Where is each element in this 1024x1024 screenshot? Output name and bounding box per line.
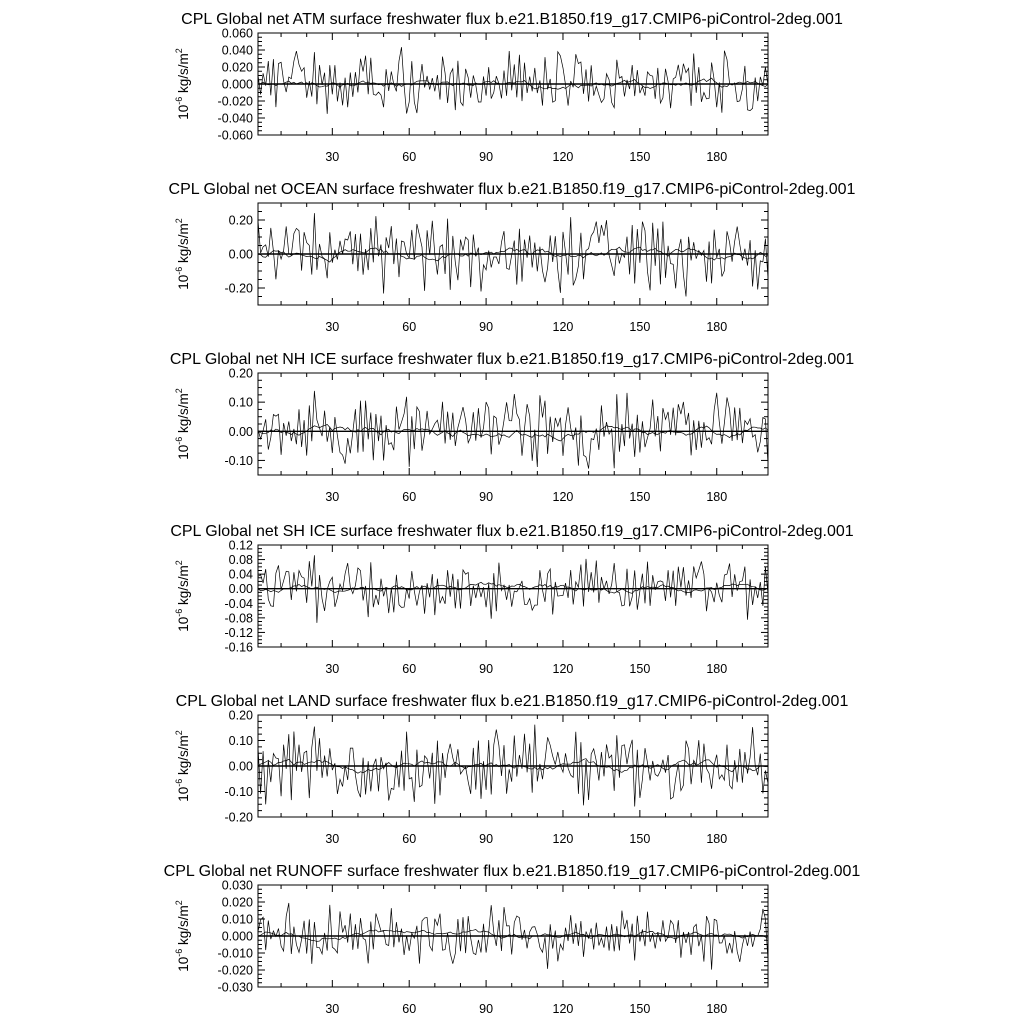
y-tick-label: -0.020 <box>217 94 253 109</box>
x-tick-label: 30 <box>325 490 340 504</box>
y-tick-label: -0.030 <box>217 980 253 995</box>
chart-panel <box>0 510 1024 680</box>
y-axis-label: $10^{-6}$ $kg/s/m^2$ <box>174 900 191 972</box>
chart-panel <box>0 340 1024 510</box>
x-tick-label: 60 <box>402 1002 417 1016</box>
series-line-smooth <box>258 582 768 593</box>
y-tick-label: -0.20 <box>224 281 253 296</box>
x-tick-label: 180 <box>706 832 728 846</box>
x-tick-label: 30 <box>325 662 340 676</box>
y-tick-label: 0.10 <box>228 734 253 748</box>
x-tick-label: 30 <box>325 1002 340 1016</box>
chart-svg <box>0 510 1024 680</box>
y-tick-label: -0.010 <box>217 946 253 961</box>
x-tick-label: 60 <box>402 832 417 846</box>
y-tick-label: -0.08 <box>224 611 253 626</box>
x-tick-label: 120 <box>552 662 574 676</box>
x-tick-label: 150 <box>629 320 651 334</box>
x-tick-label: 150 <box>629 150 651 164</box>
chart-title: CPL Global net NH ICE surface freshwater flux b.e21.B1850.f19_g17.CMIP6-piControl-2deg.001 <box>169 351 855 368</box>
y-tick-label: -0.12 <box>224 625 253 640</box>
x-tick-label: 150 <box>629 662 651 676</box>
x-tick-label: 90 <box>479 662 494 676</box>
series-line <box>258 47 768 114</box>
x-tick-label: 60 <box>402 150 417 164</box>
y-tick-label: 0.12 <box>228 538 253 553</box>
x-tick-label: 150 <box>629 832 651 846</box>
y-tick-label: 0.00 <box>228 247 253 262</box>
x-tick-label: 180 <box>706 662 728 676</box>
x-tick-label: 120 <box>552 1002 574 1016</box>
y-tick-label: 0.00 <box>228 759 253 774</box>
y-tick-label: 0.010 <box>221 912 253 927</box>
y-tick-label: -0.060 <box>217 128 253 143</box>
y-tick-label: 0.040 <box>221 43 253 58</box>
y-tick-label: 0.10 <box>228 395 253 410</box>
y-tick-label: -0.10 <box>224 453 253 468</box>
chart-svg <box>0 340 1024 510</box>
y-axis-label: $10^{-6}$ $kg/s/m^2$ <box>174 48 191 120</box>
chart-svg <box>0 850 1024 1020</box>
x-tick-label: 60 <box>402 320 417 334</box>
x-tick-label: 90 <box>479 832 494 846</box>
chart-title: CPL Global net ATM surface freshwater flux b.e21.B1850.f19_g17.CMIP6-piControl-2deg.001 <box>181 11 843 28</box>
y-tick-label: 0.00 <box>228 582 253 597</box>
x-tick-label: 120 <box>552 832 574 846</box>
series-line <box>258 391 768 469</box>
x-tick-label: 30 <box>325 150 340 164</box>
y-tick-label: 0.20 <box>228 366 253 381</box>
x-tick-label: 180 <box>706 320 728 334</box>
chart-panel <box>0 850 1024 1020</box>
chart-title: CPL Global net OCEAN surface freshwater flux b.e21.B1850.f19_g17.CMIP6-piControl-2deg.001 <box>168 181 856 198</box>
x-tick-label: 180 <box>706 490 728 504</box>
y-tick-label: -0.040 <box>217 111 253 126</box>
x-tick-label: 120 <box>552 490 574 504</box>
y-tick-label: 0.08 <box>228 553 253 568</box>
y-axis-label: $10^{-6}$ $kg/s/m^2$ <box>174 730 191 802</box>
y-axis-label: $10^{-6}$ $kg/s/m^2$ <box>174 218 191 290</box>
y-tick-label: -0.10 <box>224 785 253 799</box>
x-tick-label: 30 <box>325 320 340 334</box>
chart-panel <box>0 680 1024 850</box>
y-tick-label: 0.04 <box>228 567 253 582</box>
chart-title: CPL Global net SH ICE surface freshwater flux b.e21.B1850.f19_g17.CMIP6-piControl-2deg.001 <box>170 523 854 540</box>
x-tick-label: 120 <box>552 320 574 334</box>
x-tick-label: 180 <box>706 1002 728 1016</box>
y-tick-label: -0.04 <box>224 596 253 611</box>
y-tick-label: -0.020 <box>217 963 253 978</box>
x-tick-label: 90 <box>479 320 494 334</box>
x-tick-label: 90 <box>479 150 494 164</box>
chart-svg <box>0 170 1024 340</box>
y-tick-label: 0.20 <box>228 708 253 723</box>
chart-title: CPL Global net LAND surface freshwater flux b.e21.B1850.f19_g17.CMIP6-piControl-2deg.001 <box>175 693 849 710</box>
chart-svg <box>0 0 1024 170</box>
chart-panel <box>0 0 1024 170</box>
y-tick-label: 0.020 <box>221 60 253 75</box>
x-tick-label: 150 <box>629 490 651 504</box>
x-tick-label: 30 <box>325 832 340 846</box>
x-tick-label: 90 <box>479 1002 494 1016</box>
chart-title: CPL Global net RUNOFF surface freshwater flux b.e21.B1850.f19_g17.CMIP6-piControl-2deg.001 <box>163 863 861 880</box>
y-tick-label: -0.16 <box>224 640 253 655</box>
x-tick-label: 90 <box>479 490 494 504</box>
series-line <box>258 213 768 296</box>
x-tick-label: 120 <box>552 150 574 164</box>
y-tick-label: 0.060 <box>221 26 253 41</box>
y-tick-label: 0.030 <box>221 878 253 893</box>
y-tick-label: 0.020 <box>221 895 253 910</box>
y-tick-label: 0.20 <box>228 213 253 228</box>
y-axis-label: $10^{-6}$ $kg/s/m^2$ <box>174 388 191 460</box>
chart-panel <box>0 170 1024 340</box>
y-tick-label: 0.00 <box>228 424 253 439</box>
y-tick-label: 0.000 <box>221 929 253 944</box>
y-axis-label: $10^{-6}$ $kg/s/m^2$ <box>174 560 191 632</box>
y-tick-label: -0.20 <box>224 810 253 825</box>
chart-svg <box>0 680 1024 850</box>
x-tick-label: 150 <box>629 1002 651 1016</box>
x-tick-label: 180 <box>706 150 728 164</box>
x-tick-label: 60 <box>402 662 417 676</box>
y-tick-label: 0.000 <box>221 77 253 92</box>
x-tick-label: 60 <box>402 490 417 504</box>
